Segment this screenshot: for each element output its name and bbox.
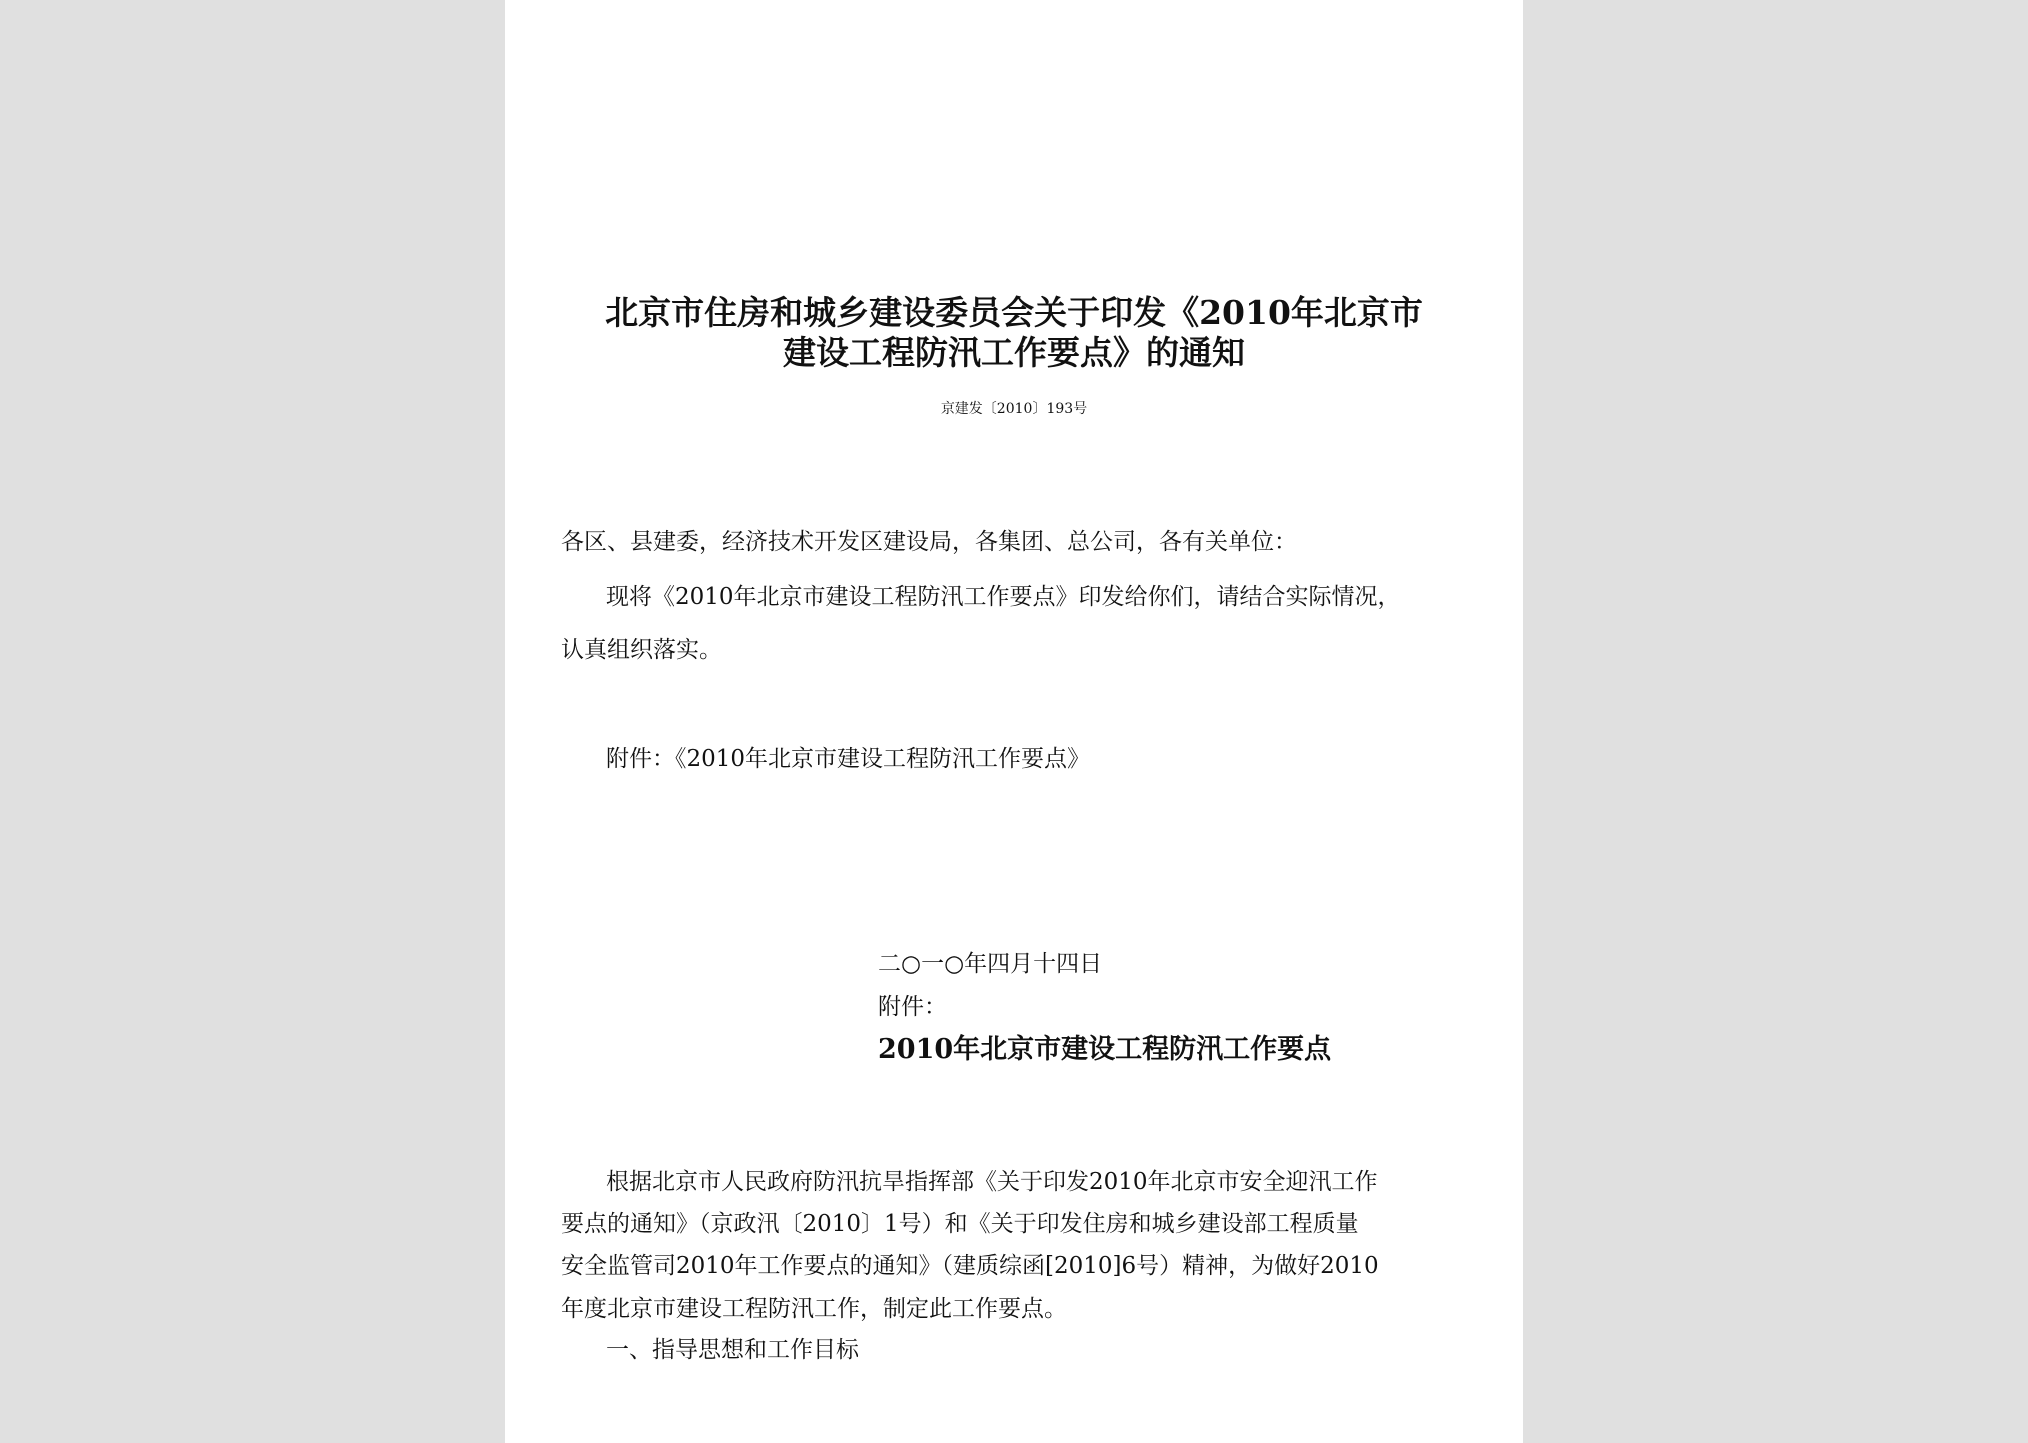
- issue-date: 二○一○年四月十四日: [878, 951, 1103, 977]
- document-number: 京建发〔2010〕193号: [940, 401, 1088, 417]
- document-page: [505, 0, 1523, 1443]
- document-title-line-2: 建设工程防汛工作要点》的通知: [783, 333, 1245, 372]
- section-heading-1: 一、指导思想和工作目标: [606, 1337, 859, 1363]
- body-line-2: 认真组织落实。: [561, 637, 722, 663]
- attachment-label: 附件：: [878, 994, 947, 1020]
- paragraph-line-2: 要点的通知》（京政汛〔2010〕1号）和《关于印发住房和城乡建设部工程质量: [561, 1211, 1359, 1237]
- attachment-reference: 附件：《2010年北京市建设工程防汛工作要点》: [606, 746, 1091, 772]
- addressee: 各区、县建委，经济技术开发区建设局，各集团、总公司，各有关单位：: [561, 529, 1297, 555]
- paragraph-line-4: 年度北京市建设工程防汛工作，制定此工作要点。: [561, 1296, 1067, 1322]
- body-line-1: 现将《2010年北京市建设工程防汛工作要点》印发给你们，请结合实际情况，: [606, 584, 1401, 610]
- paragraph-line-1: 根据北京市人民政府防汛抗旱指挥部《关于印发2010年北京市安全迎汛工作: [606, 1169, 1378, 1195]
- paragraph-line-3: 安全监管司2010年工作要点的通知》（建质综函[2010]6号）精神，为做好2010: [561, 1253, 1379, 1279]
- document-title-line-1: 北京市住房和城乡建设委员会关于印发《2010年北京市: [605, 293, 1423, 332]
- attachment-title: 2010年北京市建设工程防汛工作要点: [878, 1034, 1332, 1065]
